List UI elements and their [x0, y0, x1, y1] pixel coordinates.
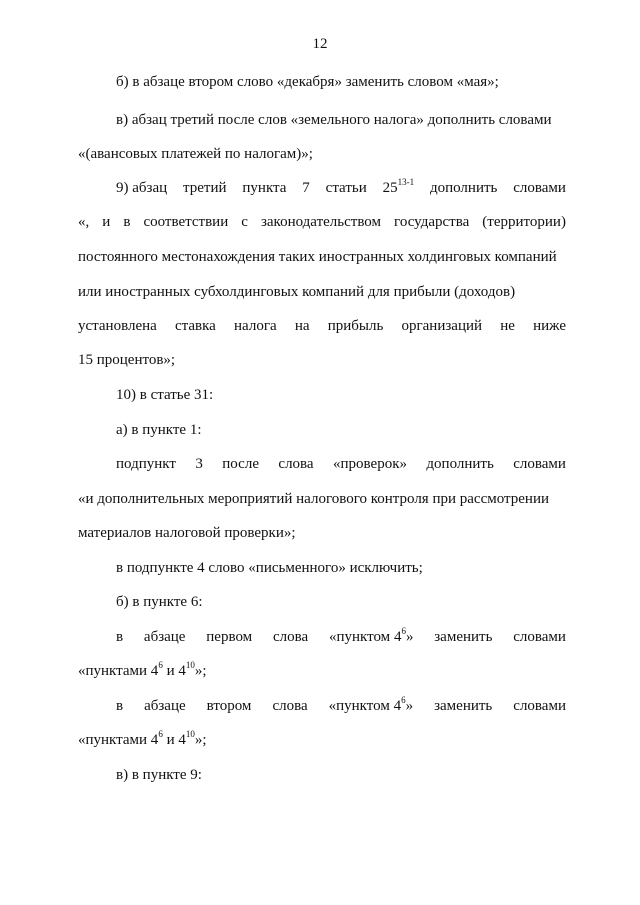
word: на [294, 318, 310, 334]
text-line: 10) в статье 31: [116, 387, 214, 403]
superscript: 10 [185, 660, 195, 670]
text-line: 15 процентов»; [78, 352, 176, 368]
word-part: и 4 [162, 732, 186, 748]
article-number: 25 [382, 180, 398, 196]
word: с [241, 214, 248, 230]
word: дополнить [426, 456, 494, 472]
word: государства [394, 214, 470, 230]
text-line: «(авансовых платежей по налогам)»; [78, 146, 313, 162]
superscript: 6 [401, 695, 406, 705]
text-line: материалов налоговой проверки»; [78, 525, 296, 541]
word-part: «пунктами 4 [78, 663, 159, 679]
text-line-justified [116, 695, 566, 715]
word: в [116, 698, 124, 714]
text-line: или иностранных субхолдинговых компаний для прибыли (доходов) [78, 284, 516, 300]
text-line-justified [78, 318, 566, 335]
word: в [116, 629, 124, 645]
text-line: б) в пункте 6: [116, 594, 203, 610]
word: ставка [174, 318, 216, 334]
word: соответствии [143, 214, 229, 230]
superscript: 6 [158, 660, 163, 670]
text-line: «и дополнительных мероприятий налогового контроля при рассмотрении [78, 491, 550, 507]
word-part: «пунктами 4 [78, 732, 159, 748]
word: абзаце [144, 698, 186, 714]
word: «, [78, 214, 90, 230]
word: «проверок» [333, 456, 407, 472]
word: статьи [325, 180, 367, 196]
word [382, 177, 415, 197]
word: налога [234, 318, 277, 334]
word: слова [272, 698, 308, 714]
superscript: 6 [401, 626, 406, 636]
word: заменить [434, 698, 493, 714]
superscript: 10 [185, 729, 195, 739]
word-part: » [405, 698, 414, 714]
word: словами [513, 629, 566, 645]
word-part: 4 [393, 629, 402, 645]
text-line: б) в абзаце втором слово «декабря» заменить словом «мая»; [116, 74, 499, 90]
word: и [102, 214, 111, 230]
word: дополнить [429, 180, 498, 196]
word: не [500, 318, 515, 334]
text-line-justified [116, 626, 566, 646]
word: словами [513, 180, 566, 196]
word: (территории) [482, 214, 566, 230]
word: втором [206, 698, 252, 714]
word-part: »; [194, 663, 207, 679]
word: установлена [78, 318, 157, 334]
word: подпункт [116, 456, 176, 472]
word: заменить [434, 629, 493, 645]
word [328, 626, 414, 646]
word-part: »; [194, 732, 207, 748]
word: словами [513, 698, 566, 714]
word [328, 695, 414, 715]
page-number: 12 [312, 36, 328, 52]
text-line [78, 660, 566, 680]
word: 3 [195, 456, 203, 472]
word: слова [272, 629, 309, 645]
word-part: » [405, 629, 414, 645]
text-line: в) абзац третий после слов «земельного налога» дополнить словами [116, 112, 552, 128]
text-line: постоянного местонахождения таких иностранных холдинговых компаний [78, 249, 557, 265]
text-line-justified [116, 177, 566, 197]
word: слова [278, 456, 314, 472]
word: словами [513, 456, 566, 472]
text-line: а) в пункте 1: [116, 422, 202, 438]
word: в [123, 214, 131, 230]
superscript: 6 [158, 729, 163, 739]
text-line: в подпункте 4 слово «письменного» исключить; [116, 560, 423, 576]
word-part: «пунктом [328, 698, 390, 714]
word: 7 [302, 180, 310, 196]
word: прибыль [327, 318, 384, 334]
word: после [222, 456, 259, 472]
word: абзаце [143, 629, 186, 645]
word: первом [206, 629, 253, 645]
word: 9) абзац [116, 180, 168, 196]
word: организаций [401, 318, 483, 334]
word: законодательством [260, 214, 382, 230]
text-line-justified [116, 456, 566, 473]
word: пункта [242, 180, 287, 196]
text-line [78, 729, 566, 749]
word-part: и 4 [162, 663, 186, 679]
word: ниже [533, 318, 566, 334]
superscript: 13-1 [397, 177, 415, 187]
word: третий [183, 180, 227, 196]
word-part: 4 [393, 698, 402, 714]
word-part: «пунктом [328, 629, 391, 645]
text-line: в) в пункте 9: [116, 767, 202, 783]
text-line-justified [78, 214, 566, 231]
